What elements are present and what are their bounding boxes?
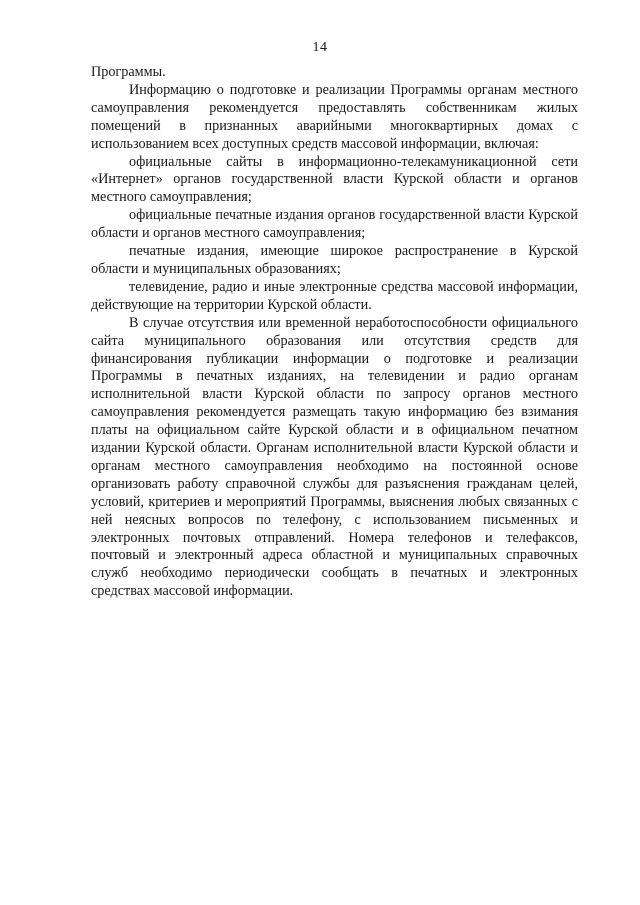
paragraph-3: официальные сайты в информационно-телекамуникационной сети «Интернет» органов государственной власти Курской области и органов местного самоуправления;: [91, 153, 578, 206]
paragraph-6: телевидение, радио и иные электронные средства массовой информации, действующие на территории Курской области.: [91, 278, 578, 313]
page-number: 14: [312, 40, 328, 55]
document-body: [91, 64, 578, 601]
paragraph-7: В случае отсутствия или временной неработоспособности официального сайта муниципального образования или отсутствия средств для финансирования публикации информации о подготовке и реализации Программы в печатных изданиях, на телевидении и радио органам исполнительной власти Курской области по запросу органов местного самоуправления рекомендуется размещать такую информацию без взимания платы на официальном сайте Курской области и в официальном печатном издании Курской области. Органам исполнительной власти Курской области и органам местного самоуправления необходимо на постоянной основе организовать работу справочной службы для разъяснения гражданам целей, условий, критериев и мероприятий Программы, выяснения любых связанных с ней неясных вопросов по телефону, с использованием письменных и электронных почтовых отправлений. Номера телефонов и телефаксов, почтовый и электронный адреса областной и муниципальных справочных служб необходимо периодически сообщать в печатных и электронных средствах массовой информации.: [91, 314, 578, 600]
paragraph-4: официальные печатные издания органов государственной власти Курской области и органов местного самоуправления;: [91, 207, 578, 242]
paragraph-2: Информацию о подготовке и реализации Программы органам местного самоуправления рекомендуется предоставлять собственникам жилых помещений в признанных аварийными многоквартирных домах с использованием всех доступных средств массовой информации, включая:: [91, 81, 578, 152]
paragraph-5: печатные издания, имеющие широкое распространение в Курской области и муниципальных образованиях;: [91, 243, 578, 277]
paragraph-1: Программы.: [91, 64, 166, 80]
